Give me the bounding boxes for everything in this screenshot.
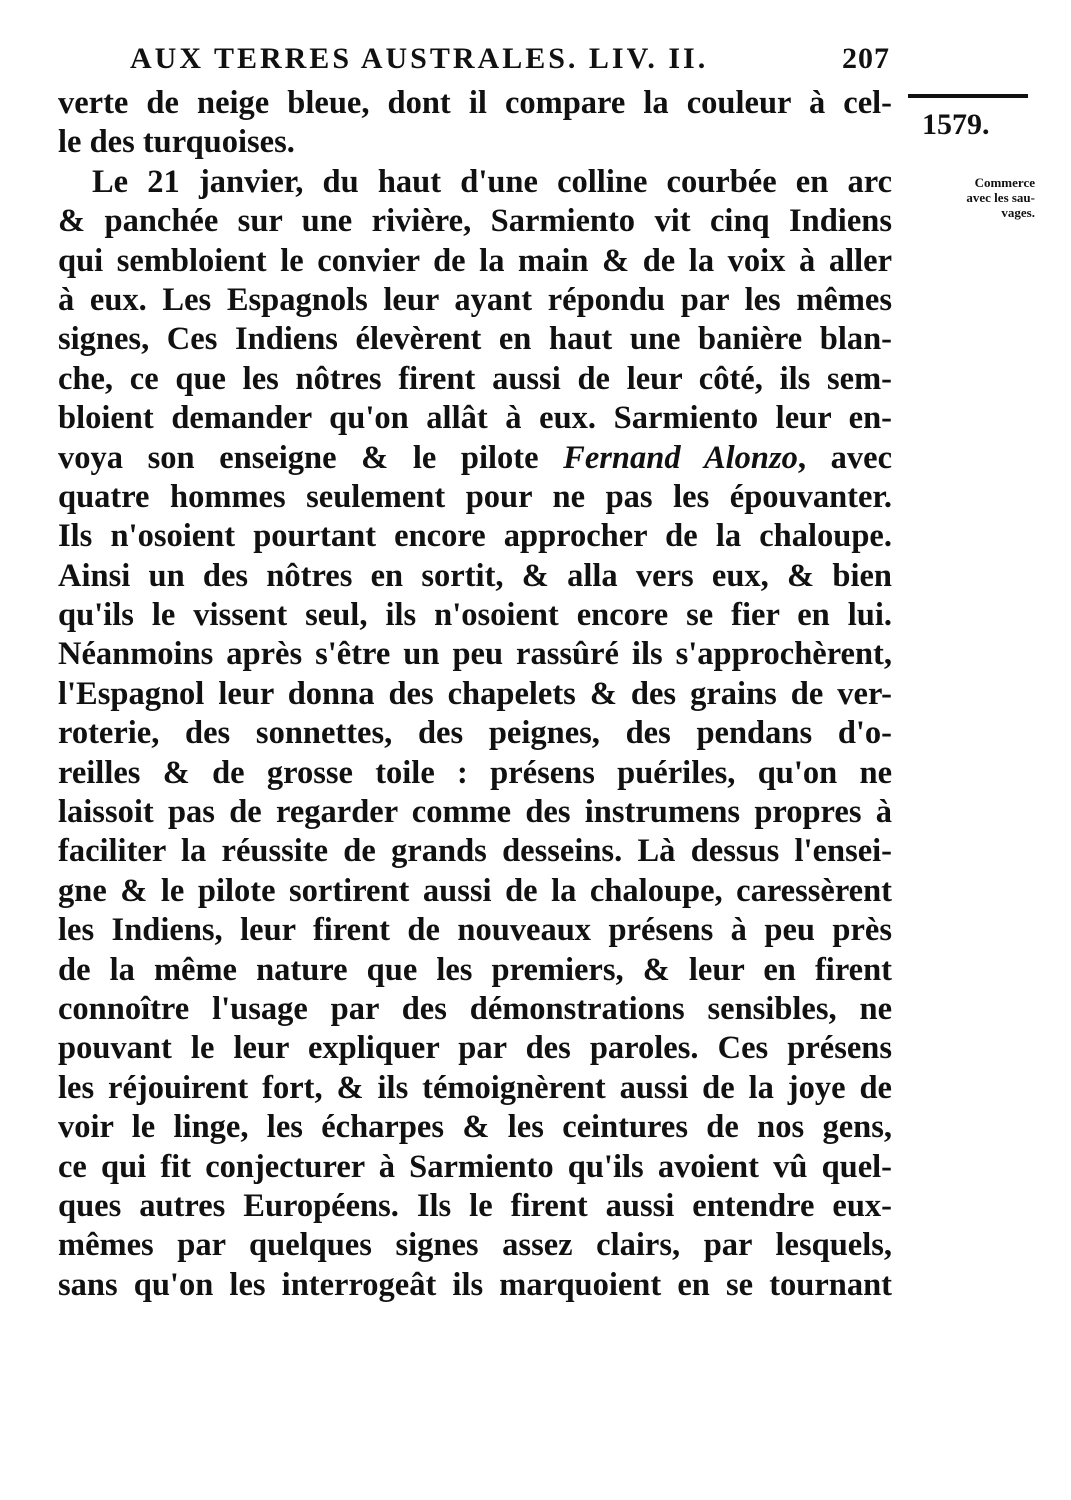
text-line: reilles & de grosse toile : présens puériles, qu'on ne — [58, 754, 892, 791]
text-line: Le 21 janvier, du haut d'une colline courbée en arc — [92, 163, 892, 200]
page-number: 207 — [842, 42, 890, 75]
text-line: quatre hommes seulement pour ne pas les épouvanter. — [58, 478, 892, 515]
text-line: qui sembloient le convier de la main & de la voix à aller — [58, 242, 892, 279]
text-line: l'Espagnol leur donna des chapelets & des grains de ver- — [58, 675, 892, 712]
text-line-with-italic-name — [58, 439, 892, 478]
body-text — [58, 84, 892, 1305]
text-line: voir le linge, les écharpes & les ceintures de nos gens, — [58, 1109, 892, 1146]
text-line: qu'ils le vissent seul, ils n'osoient encore se fier en lui. — [58, 597, 892, 634]
running-head-title: AUX TERRES AUSTRALES. LIV. II. — [130, 42, 709, 75]
text-fragment: voya son enseigne & le pilote — [58, 439, 564, 476]
text-line: ce qui fit conjecturer à Sarmiento qu'ils avoient vû quel- — [58, 1148, 892, 1185]
margin-note — [905, 175, 1035, 220]
text-line: Ils n'osoient pourtant encore approcher de la chaloupe. — [58, 518, 892, 555]
text-line: che, ce que les nôtres firent aussi de leur côté, ils sem- — [58, 360, 892, 397]
text-fragment: , avec — [797, 439, 893, 476]
text-line: à eux. Les Espagnols leur ayant répondu par les mêmes — [58, 281, 892, 318]
text-line: Néanmoins après s'être un peu rassûré ils s'approchèrent, — [58, 636, 892, 673]
running-head — [130, 42, 890, 82]
margin-rule — [908, 94, 1028, 98]
text-line: roterie, des sonnettes, des peignes, des pendans d'o- — [58, 715, 892, 752]
text-line: le des turquoises. — [58, 124, 295, 161]
text-line: gne & le pilote sortirent aussi de la chaloupe, caressèrent — [58, 872, 892, 909]
text-line: les réjouirent fort, & ils témoignèrent aussi de la joye de — [58, 1069, 892, 1106]
text-line: pouvant le leur expliquer par des paroles. Ces présens — [58, 1030, 892, 1067]
text-line: signes, Ces Indiens élevèrent en haut une banière blan- — [58, 321, 892, 358]
margin-year: 1579. — [922, 108, 990, 141]
text-line: & panchée sur une rivière, Sarmiento vit cinq Indiens — [58, 203, 892, 240]
text-line: Ainsi un des nôtres en sortit, & alla vers eux, & bien — [58, 557, 892, 594]
text-line: faciliter la réussite de grands desseins. Là dessus l'ensei- — [58, 833, 892, 870]
margin-note-line: avec les sau- — [966, 190, 1035, 205]
text-line: laissoit pas de regarder comme des instrumens propres à — [58, 794, 892, 831]
text-line: de la même nature que les premiers, & leur en firent — [58, 951, 892, 988]
margin-note-line: Commerce — [974, 175, 1035, 190]
text-line: sans qu'on les interrogeât ils marquoient en se tournant — [58, 1266, 892, 1303]
text-line: connoître l'usage par des démonstrations sensibles, ne — [58, 990, 892, 1027]
text-line: mêmes par quelques signes assez clairs, par lesquels, — [58, 1227, 892, 1264]
text-line: bloient demander qu'on allât à eux. Sarmiento leur en- — [58, 400, 892, 437]
text-line: ques autres Européens. Ils le firent aussi entendre eux- — [58, 1187, 892, 1224]
text-line: les Indiens, leur firent de nouveaux présens à peu près — [58, 912, 892, 949]
text-line: verte de neige bleue, dont il compare la couleur à cel- — [58, 85, 892, 121]
pilot-name: Fernand Alonzo — [563, 439, 798, 476]
margin-note-line: vages. — [1001, 205, 1035, 220]
